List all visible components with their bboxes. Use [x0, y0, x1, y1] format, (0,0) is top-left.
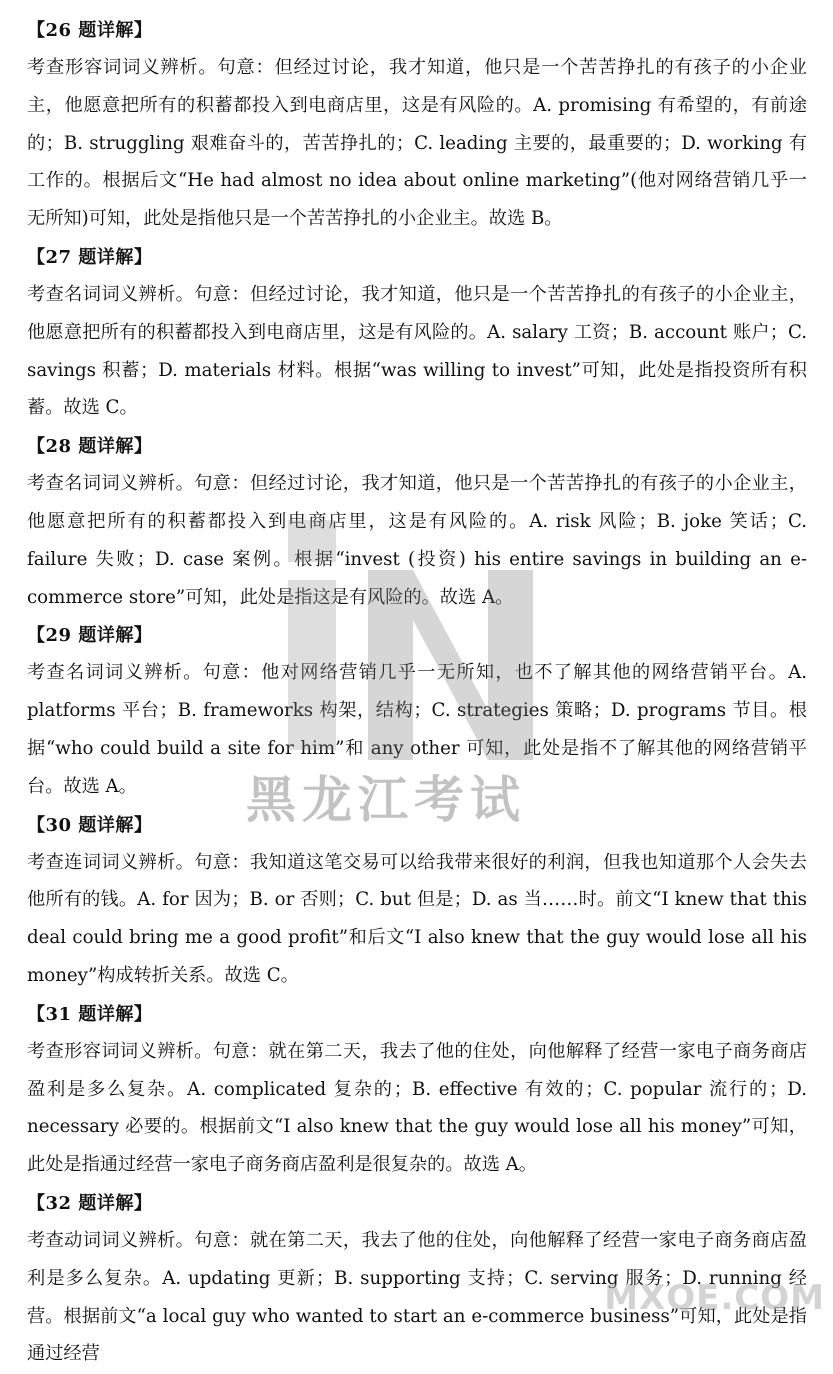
section-title: 【31 题详解】	[27, 1003, 153, 1025]
section-29	[27, 617, 807, 805]
section-body: 考查形容词词义辨析。句意：就在第二天，我去了他的住处，向他解释了经营一家电子商务商店盈利是多么复杂。A. complicated 复杂的；B. effective 有效的；C. popular 流行的；D. necessary 必要的。根据前文“I also knew that the guy would lose all his money”可知，此处是指通过经营一家电子商务商店盈利是很复杂的。故选 A。	[27, 1040, 807, 1176]
document-page	[27, 12, 807, 1374]
section-body: 考查连词词义辨析。句意：我知道这笔交易可以给我带来很好的利润，但我也知道那个人会失去他所有的钱。A. for 因为；B. or 否则；C. but 但是；D. as 当……时。前文“I knew that this deal could bring me a good profit”和后文“I also knew that the guy would lose all his money”构成转折关系。故选 C。	[27, 851, 807, 986]
section-title: 【28 题详解】	[27, 436, 153, 458]
section-title: 【27 题详解】	[27, 246, 153, 268]
section-body: 考查动词词义辨析。句意：就在第二天，我去了他的住处，向他解释了经营一家电子商务商店盈利是多么复杂。A. updating 更新；B. supporting 支持；C. serving 服务；D. running 经营。根据前文“a local guy who wanted to start an e-commerce business”可知，此处是指通过经营	[27, 1229, 807, 1365]
section-title: 【26 题详解】	[27, 20, 153, 41]
section-32	[27, 1185, 807, 1373]
section-title: 【32 题详解】	[27, 1192, 153, 1214]
section-27	[27, 239, 807, 427]
watermark-text: 黑龙江考试	[246, 771, 526, 829]
section-31	[27, 996, 807, 1184]
section-28	[27, 428, 807, 616]
section-body: 考查名词词义辨析。句意：但经过讨论，我才知道，他只是一个苦苦挣扎的有孩子的小企业主，他愿意把所有的积蓄都投入到电商店里，这是有风险的。A. salary 工资；B. account 账户；C. savings 积蓄；D. materials 材料。根据“was willing to invest”可知，此处是指投资所有积蓄。故选 C。	[27, 283, 807, 419]
corner-logo-text: MXQE.COM	[604, 1278, 825, 1318]
section-body: 考查名词词义辨析。句意：但经过讨论，我才知道，他只是一个苦苦挣扎的有孩子的小企业主，他愿意把所有的积蓄都投入到电商店里，这是有风险的。A. risk 风险；B. joke 笑话；C. failure 失败；D. case 案例。根据“invest (投资) his entire savings in building an e-commerce store”可知，此处是指这是有风险的。故选 A。	[27, 473, 807, 608]
section-26	[27, 12, 807, 238]
section-body: 考查名词词义辨析。句意：他对网络营销几乎一无所知，也不了解其他的网络营销平台。A. platforms 平台；B. frameworks 构架，结构；C. strategies 策略；D. programs 节目。根据“who could build a site for him”和 any other 可知，此处是指不了解其他的网络营销平台。故选 A。	[27, 662, 807, 797]
section-30	[27, 807, 807, 995]
section-title: 【30 题详解】	[27, 814, 153, 836]
section-title: 【29 题详解】	[27, 625, 153, 647]
section-body: 考查形容词词义辨析。句意：但经过讨论，我才知道，他只是一个苦苦挣扎的有孩子的小企业主，他愿意把所有的积蓄都投入到电商店里，这是有风险的。A. promising 有希望的，有前途的；B. struggling 艰难奋斗的，苦苦挣扎的；C. leading 主要的，最重要的；D. working 有工作的。根据后文“He had almost no idea about online marketing”(他对网络营销几乎一无所知)可知，此处是指他只是一个苦苦挣扎的小企业主。故选 B。	[27, 57, 807, 230]
